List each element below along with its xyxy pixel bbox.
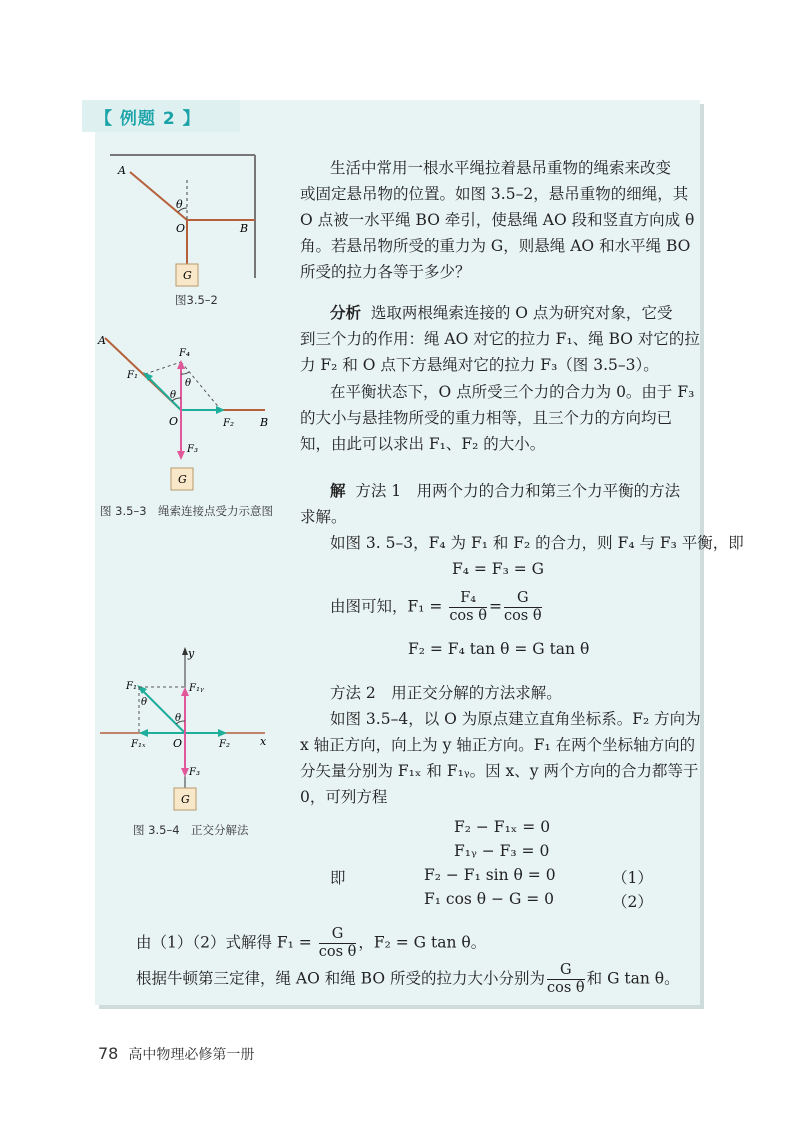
problem-line: O 点被一水平绳 BO 牵引，使悬绳 AO 段和竖直方向成 θ [300, 211, 695, 229]
method1-text: 方法 1 用两个力的合力和第三个力平衡的方法 [355, 482, 681, 500]
numerator: G [547, 962, 585, 980]
equation-tag-1: （1） [612, 869, 653, 887]
method2-line: 如图 3.5–4，以 O 为原点建立直角坐标系。F₂ 方向为 [330, 710, 701, 728]
label-b: B [240, 222, 249, 235]
label-g: G [183, 269, 192, 282]
rope-ao [130, 172, 187, 220]
result-prefix: 由（1）（2）式解得 F₁ = [136, 933, 317, 952]
method1-line: 求解。 [300, 508, 347, 526]
analysis-label: 分析 [330, 304, 362, 322]
parallelogram-top [145, 362, 181, 374]
label-f3: F₃ [187, 444, 198, 455]
method2-line: x 轴正方向，向上为 y 轴正方向。F₁ 在两个坐标轴方向的 [300, 736, 696, 754]
denominator: cos θ [503, 608, 542, 624]
method2-line: 方法 2 用正交分解的方法求解。 [330, 684, 562, 702]
analysis-line: 的大小与悬挂物所受的重力相等，且三个力的方向均已 [300, 409, 673, 427]
method2-line: 分矢量分别为 F₁ₓ 和 F₁ᵧ。因 x、y 两个方向的合力都等于 [300, 762, 699, 780]
equation-tag-2: （2） [612, 893, 653, 911]
problem-line: 生活中常用一根水平绳拉着悬吊重物的绳索来改变 [330, 159, 672, 177]
label-x: x [260, 735, 267, 748]
denominator: cos θ [449, 608, 487, 624]
arrow-f1x [139, 729, 148, 737]
label-f1x: F₁ₓ [131, 739, 146, 750]
equals: = [488, 597, 502, 616]
arrow-f2 [216, 406, 225, 414]
analysis-line: 在平衡状态下，O 点所受三个力的合力为 0。由于 F₃ [330, 383, 695, 401]
numerator: G [504, 590, 542, 608]
label-f2: F₂ [219, 739, 230, 750]
label-o: O [173, 737, 183, 750]
method1-line [330, 478, 680, 504]
numerator: F₄ [449, 590, 487, 608]
result-suffix: 和 G tan θ。 [586, 969, 680, 988]
analysis-line [330, 300, 672, 326]
figure-3-5-2 [100, 150, 280, 300]
numerator: G [319, 926, 357, 944]
force-f1 [139, 687, 185, 733]
denominator: cos θ [318, 944, 357, 960]
label-o: O [176, 222, 186, 235]
label-f1: F₁ [126, 681, 137, 692]
arrow-f2 [218, 729, 227, 737]
label-theta-left: θ [141, 697, 148, 708]
label-f3: F₃ [189, 767, 200, 778]
figure-caption: 图3.5–2 [175, 293, 218, 307]
fraction [547, 962, 585, 997]
label-y: y [188, 647, 195, 660]
equation-y: F₁ᵧ − F₃ = 0 [454, 842, 550, 860]
arrow-f4 [177, 360, 185, 369]
figure-caption: 图 3.5–3 绳索连接点受力示意图 [100, 504, 274, 518]
analysis-line: 知，由此可以求出 F₁、F₂ 的大小。 [300, 435, 546, 453]
analysis-line: 力 F₂ 和 O 点下方悬绳对它的拉力 F₃（图 3.5–3）。 [300, 356, 659, 374]
book-title: 高中物理必修第一册 [128, 1047, 255, 1063]
label-theta-origin: θ [175, 713, 182, 724]
result-suffix: ，F₂ = G tan θ。 [358, 933, 487, 952]
analysis-line: 到三个力的作用：绳 AO 对它的拉力 F₁、绳 BO 对它的拉 [300, 330, 700, 348]
equation-f2: F₂ = F₄ tan θ = G tan θ [408, 640, 590, 658]
equation-1: F₂ − F₁ sin θ = 0 [424, 866, 556, 884]
analysis-text: 选取两根绳索连接的 O 点为研究对象，它受 [370, 304, 673, 322]
label-g: G [178, 473, 187, 486]
example-title: 【 例题 2 】 [95, 109, 201, 129]
result-prefix: 根据牛顿第三定律，绳 AO 和绳 BO 所受的拉力大小分别为 [136, 969, 545, 988]
figure-3-5-3 [95, 330, 280, 500]
label-b: B [260, 416, 269, 429]
label-a: A [98, 334, 106, 347]
figure-caption: 图 3.5–4 正交分解法 [133, 823, 249, 837]
label-o: O [169, 415, 179, 428]
label-g: G [181, 793, 190, 806]
equation-2: F₁ cos θ − G = 0 [424, 890, 555, 908]
arrow-f3 [181, 768, 189, 777]
equation-x: F₂ − F₁ₓ = 0 [454, 818, 551, 836]
method1-line: 如图 3. 5–3，F₄ 为 F₁ 和 F₂ 的合力，则 F₄ 与 F₃ 平衡，即 [330, 534, 744, 552]
label-theta-upper: θ [185, 378, 192, 389]
theta-arc-upper [181, 372, 189, 374]
arrow-f1y [181, 687, 189, 696]
arrow-f3 [177, 451, 185, 460]
fraction [449, 590, 487, 625]
eq-prefix-ji: 即 [330, 869, 346, 887]
problem-line: 或固定悬吊物的位置。如图 3.5–2，悬吊重物的细绳，其 [300, 185, 689, 203]
fraction [504, 590, 542, 625]
page-number: 78 [98, 1044, 119, 1063]
solution-label: 解 [330, 482, 346, 500]
result-line-1 [136, 926, 486, 961]
method2-line: 0，可列方程 [300, 788, 388, 806]
equation-f1 [330, 590, 544, 625]
label-f2: F₂ [223, 418, 234, 429]
problem-line: 所受的拉力各等于多少？ [300, 263, 471, 281]
figure-3-5-4 [95, 645, 280, 815]
eq-prefix: 由图可知，F₁ = [330, 597, 448, 616]
equation-f4: F₄ = F₃ = G [452, 560, 545, 578]
denominator: cos θ [547, 980, 585, 996]
label-theta-lower: θ [170, 390, 177, 401]
page-footer [98, 1044, 254, 1064]
label-f1y: F₁ᵧ [189, 683, 204, 694]
label-a: A [118, 164, 126, 177]
label-f4: F₄ [179, 348, 190, 359]
problem-line: 角。若悬吊物所受的重力为 G，则悬绳 AO 和水平绳 BO [300, 237, 691, 255]
label-f1: F₁ [127, 370, 138, 381]
result-line-2 [136, 962, 680, 997]
label-theta: θ [176, 198, 183, 211]
fraction [319, 926, 357, 961]
